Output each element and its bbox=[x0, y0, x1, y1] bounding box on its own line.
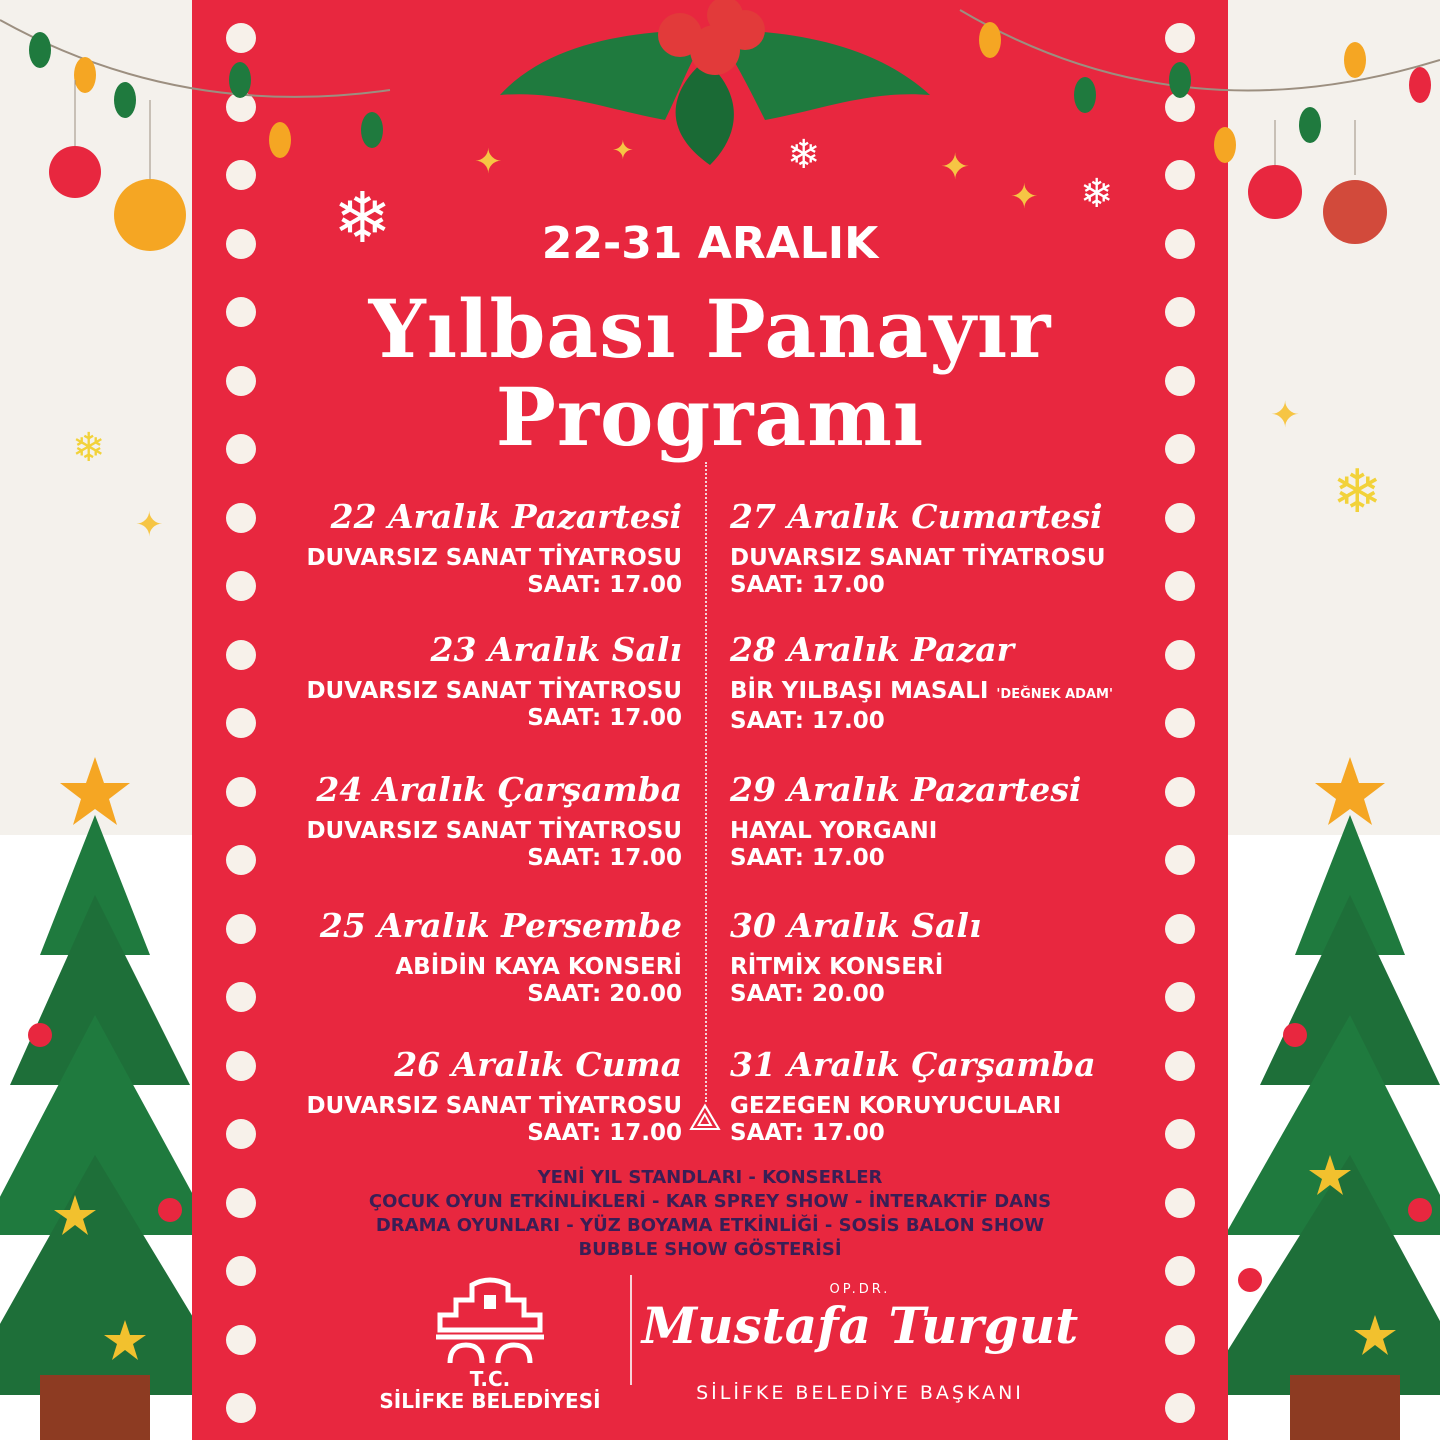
event-time: SAAT: 17.00 bbox=[730, 845, 885, 871]
event-24 bbox=[242, 770, 682, 872]
event-25 bbox=[242, 906, 682, 1008]
extra-activities bbox=[192, 1166, 1228, 1262]
event-activity: DUVARSIZ SANAT TİYATROSU bbox=[306, 1093, 682, 1119]
event-time: SAAT: 20.00 bbox=[527, 981, 682, 1007]
ornament-icon bbox=[1323, 180, 1387, 244]
mayor-signature: Mustafa Turgut bbox=[641, 1296, 1079, 1355]
title-line-2: Programı bbox=[495, 370, 925, 464]
small-tree-ornament-icon: ⟁ bbox=[688, 1095, 722, 1139]
municipality-name bbox=[372, 1368, 608, 1412]
footer-divider bbox=[630, 1275, 632, 1385]
event-day: 25 Aralık Persembe bbox=[319, 906, 682, 945]
event-time: SAAT: 17.00 bbox=[527, 1120, 682, 1146]
snowflake-icon: ❄ bbox=[787, 132, 821, 178]
ornament-icon bbox=[49, 146, 101, 198]
mayor-title: OP.DR. bbox=[829, 1282, 891, 1297]
title-line-1: Yılbası Panayır bbox=[368, 282, 1052, 376]
sparkle-icon: ✦ bbox=[1270, 395, 1301, 436]
holly-icon bbox=[490, 0, 940, 170]
sparkle-icon: ✦ bbox=[1010, 177, 1039, 217]
snowflake-icon: ❄ bbox=[1080, 171, 1114, 217]
extras-line: YENİ YIL STANDLARI - KONSERLER bbox=[537, 1167, 883, 1188]
event-day: 22 Aralık Pazartesi bbox=[330, 497, 682, 536]
film-dot bbox=[1165, 1393, 1195, 1423]
sparkle-icon: ✦ bbox=[474, 142, 503, 182]
event-activity: RİTMİX KONSERİ bbox=[730, 954, 944, 980]
event-activity: DUVARSIZ SANAT TİYATROSU bbox=[306, 818, 682, 844]
event-time: SAAT: 17.00 bbox=[527, 705, 682, 731]
municipality-label: SİLİFKE BELEDİYESİ bbox=[379, 1389, 601, 1413]
ornament-icon bbox=[114, 179, 186, 251]
event-day: 29 Aralık Pazartesi bbox=[730, 770, 1082, 809]
event-activity: HAYAL YORGANI bbox=[730, 818, 938, 844]
event-activity: GEZEGEN KORUYUCULARI bbox=[730, 1093, 1062, 1119]
event-time: SAAT: 17.00 bbox=[527, 845, 682, 871]
event-day: 24 Aralık Çarşamba bbox=[316, 770, 682, 809]
extras-line: ÇOCUK OYUN ETKİNLİKLERİ - KAR SPREY SHOW - İNTERAKTİF DANS bbox=[368, 1191, 1052, 1212]
event-day: 26 Aralık Cuma bbox=[394, 1045, 682, 1084]
event-day: 28 Aralık Pazar bbox=[730, 630, 1015, 669]
extras-line: DRAMA OYUNLARI - YÜZ BOYAMA ETKİNLİĞİ - SOSİS BALON SHOW bbox=[375, 1215, 1045, 1236]
event-day: 31 Aralık Çarşamba bbox=[730, 1045, 1096, 1084]
event-activity: ABİDİN KAYA KONSERİ bbox=[395, 954, 682, 980]
film-dot bbox=[226, 1325, 256, 1355]
ornament-icon bbox=[1248, 165, 1302, 219]
event-activity: DUVARSIZ SANAT TİYATROSU bbox=[306, 545, 682, 571]
event-activity: DUVARSIZ SANAT TİYATROSU bbox=[306, 678, 682, 704]
event-day: 30 Aralık Salı bbox=[730, 906, 982, 945]
date-range: 22-31 ARALIK bbox=[541, 218, 879, 269]
event-29 bbox=[730, 770, 1190, 872]
mayor-role: SİLİFKE BELEDİYE BAŞKANI bbox=[696, 1382, 1024, 1404]
event-time: SAAT: 17.00 bbox=[730, 572, 885, 598]
municipality-logo-icon bbox=[432, 1275, 548, 1365]
event-activity: BİR YILBAŞI MASALI bbox=[730, 678, 989, 704]
extras-line: BUBBLE SHOW GÖSTERİSİ bbox=[578, 1239, 842, 1260]
event-activity: DUVARSIZ SANAT TİYATROSU bbox=[730, 545, 1106, 571]
snowflake-icon: ❄ bbox=[1332, 457, 1383, 527]
event-day: 23 Aralık Salı bbox=[430, 630, 682, 669]
snowflake-icon: ❄ bbox=[333, 177, 392, 259]
film-dot bbox=[1165, 1325, 1195, 1355]
snowflake-icon: ❄ bbox=[72, 425, 106, 471]
sparkle-icon: ✦ bbox=[135, 505, 164, 545]
event-day: 27 Aralık Cumartesi bbox=[730, 497, 1103, 536]
tc-label: T.C. bbox=[469, 1367, 511, 1391]
event-31 bbox=[730, 1045, 1190, 1147]
event-time: SAAT: 17.00 bbox=[730, 708, 885, 734]
event-28 bbox=[730, 630, 1190, 735]
event-time: SAAT: 20.00 bbox=[730, 981, 885, 1007]
event-27 bbox=[730, 497, 1190, 599]
event-23 bbox=[242, 630, 682, 732]
event-22 bbox=[242, 497, 682, 599]
event-time: SAAT: 17.00 bbox=[527, 572, 682, 598]
sparkle-icon: ✦ bbox=[940, 147, 971, 188]
event-time: SAAT: 17.00 bbox=[730, 1120, 885, 1146]
event-30 bbox=[730, 906, 1190, 1008]
event-26 bbox=[242, 1045, 682, 1147]
film-dot bbox=[226, 1393, 256, 1423]
center-divider bbox=[705, 462, 707, 1102]
event-activity-row bbox=[730, 678, 1190, 708]
event-note: 'DEĞNEK ADAM' bbox=[996, 687, 1113, 702]
sparkle-icon: ✦ bbox=[612, 136, 634, 166]
